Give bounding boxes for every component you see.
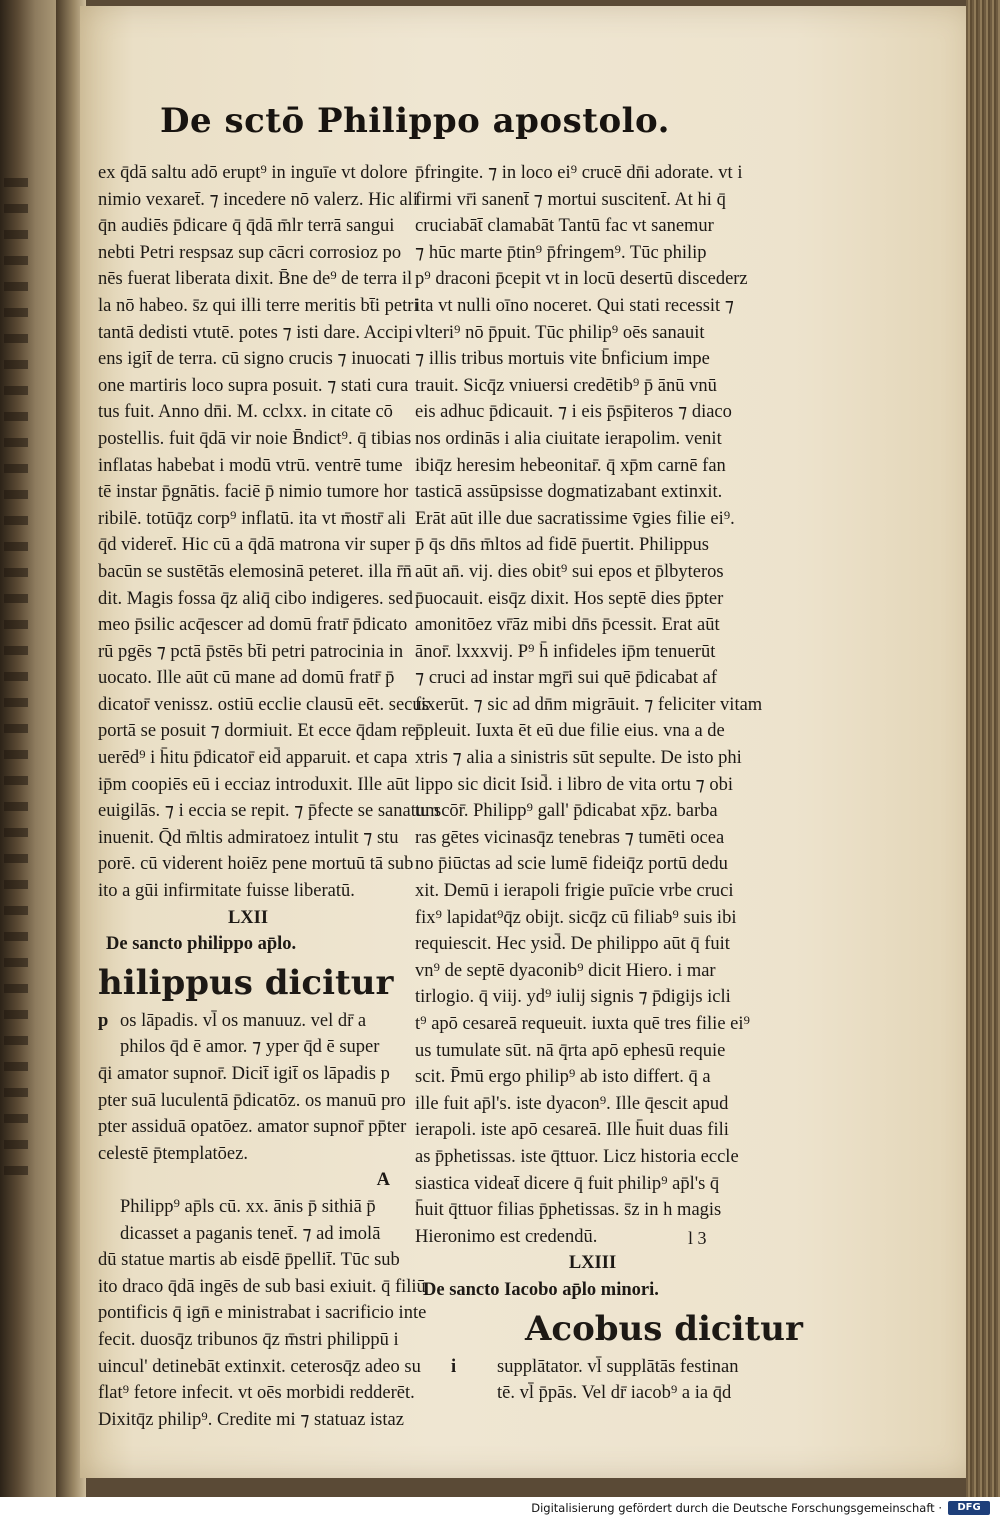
running-title: De sctō Philippo apostolo.	[160, 101, 670, 141]
text-line: philos q̄d ē amor. ⁊ yper q̄d ē super	[120, 1037, 380, 1058]
previous-page-edge	[0, 0, 64, 1497]
text-line: uincul' detinebāt extinxit. ceterosq̄z adeo su	[98, 1356, 421, 1377]
left-column-body	[98, 160, 440, 905]
text-line: h̄uit q̄ttuor filias p̄phetissas. s̄z in h magis	[415, 1200, 722, 1221]
previous-page-text-fragment	[4, 178, 28, 1178]
text-line: p̄pleuit. Iuxta ēt eū due filie eius. vna a de	[415, 721, 725, 742]
text-line: portā se posuit ⁊ dormiuit. Et ecce q̄dam re	[98, 721, 416, 742]
text-line: uerēd⁹ i h̄itu p̄dicator̄ eid̄ apparuit. et capa	[98, 748, 408, 769]
text-line: p̄uocauit. eisq̄z dixit. Hos septē dies p̄pter	[415, 588, 724, 609]
text-line: ānor̄. lxxxvij. P⁹ h̄ infideles ip̄m tenuerūt	[415, 641, 716, 662]
text-line: euigilās. ⁊ i eccia se repit. ⁊ p̄fecte se sanatum	[98, 801, 440, 822]
text-line: pter suā luculentā p̄dicatōz. os manuū pro	[98, 1090, 406, 1111]
text-line: ens igit̄ de terra. cū signo crucis ⁊ inuocati	[98, 349, 411, 370]
chapter-number: LXII	[227, 907, 269, 928]
text-line: nimio vexaret̄. ⁊ incedere nō valerz. Hic ali	[98, 189, 418, 210]
text-line: ⁊ hūc marte p̄tin⁹ p̄fringem⁹. Tūc philip	[415, 242, 707, 263]
text-line: firmi vr̄i sanent̄ ⁊ mortui suscitent̄. At hi q̄	[415, 189, 726, 210]
text-line: uocato. Ille aūt cū mane ad domū fratr̄ p̄	[98, 668, 395, 689]
page-fore-edge	[966, 0, 1000, 1497]
text-line: ito draco q̄dā ingēs de sub basi exiuit. q̄ filiū	[98, 1276, 426, 1297]
text-line: vlteri⁹ nō p̄puit. Tūc philip⁹ oēs sanauit	[415, 322, 705, 343]
chapter-display-heading: Acobus dicitur	[525, 1308, 803, 1349]
text-line: tē instar p̄gnātis. faciē p̄ nimio tumore hor	[98, 482, 409, 503]
text-line: Erāt aūt ille due sacratissime v̄gies filie ei⁹.	[415, 508, 735, 529]
chapter-heading: De sancto philippo ap̄lo.	[106, 934, 297, 955]
text-line: ille fuit ap̄l's. iste dyacon⁹. Ille q̄escit apud	[415, 1093, 729, 1114]
text-line: lippo sic dicit Isid̄. i libro de vita ortu ⁊ obi	[415, 774, 734, 795]
text-line: ⁊ cruci ad instar mgr̄i sui quē p̄dicabat af	[415, 668, 718, 689]
guide-letter: p	[98, 1010, 109, 1031]
text-line: ito a gūi infirmitate fuisse liberatū.	[98, 881, 355, 902]
text-line: tantā dedisti vtutē. potes ⁊ isti dare. Accipi	[98, 322, 413, 343]
text-line: porē. cū viderent hoiēz pene mortuū tā sub	[98, 854, 414, 875]
text-line: os lāpadis. vl̄ os manuuz. vel dr̄ a	[120, 1010, 367, 1031]
text-line: dicator̄ venissz. ostiū ecclie clausū eēt. secus	[98, 694, 429, 715]
right-text-column	[415, 160, 803, 1407]
text-line: us tumulate sūt. nā q̄rta apō ephesū requie	[415, 1040, 726, 1061]
text-line: tē. vl̄ p̄pās. Vel dr̄ iacob⁹ a ia q̄d	[497, 1383, 732, 1404]
text-line: as p̄phetissas. iste q̄ttuor. Licz historia eccle	[415, 1146, 739, 1167]
text-line: dū statue martis ab eisdē p̄pellit̄. Tūc sub	[98, 1250, 400, 1271]
text-line: vn⁹ de septē dyaconib⁹ dicit Hiero. i mar	[415, 960, 716, 981]
text-line: fix⁹ lapidat⁹q̄z obijt. sicq̄z cū filiab⁹ suis ibi	[415, 907, 737, 928]
chapter-heading: De sancto Iacobo ap̄lo minori.	[423, 1279, 659, 1300]
text-line: ⁊ illis tribus mortuis vite b̄nficium impe	[415, 349, 710, 370]
text-line: ras gētes vicinasq̄z tenebras ⁊ tumēti ocea	[415, 827, 725, 848]
signature-mark: l 3	[688, 1228, 707, 1248]
text-line: q̄d videret̄. Hic cū a q̄dā matrona vir super	[98, 535, 410, 556]
text-line: Philipp⁹ ap̄ls cū. xx. ānis p̄ sithiā p̄	[120, 1196, 376, 1217]
text-line: xtris ⁊ alia a sinistris sūt sepulte. De isto phi	[415, 748, 742, 769]
text-line: ex q̄dā saltu adō erupt⁹ in inguīe vt dolore	[98, 163, 408, 183]
text-line: tasticā assūpsisse dogmatizabant extinxit.	[415, 482, 723, 503]
text-line: siastica videat̄ dicere q̄ fuit philip⁹ ap̄l's q̄	[415, 1173, 720, 1194]
text-line: bacūn se sustētās elemosinā peteret. illa r̄n̄	[98, 561, 412, 582]
text-line: supplātator. vl̄ supplātās festinan	[497, 1356, 739, 1377]
text-line: p̄fringite. ⁊ in loco ei⁹ crucē dn̄i adorate. vt i	[415, 163, 743, 183]
text-line: q̄i amator supnor̄. Dicit̄ igit̄ os lāpadis p	[98, 1064, 390, 1084]
digitization-footer	[0, 1497, 1000, 1519]
text-line: dicasset a paganis tenet̄. ⁊ ad imolā	[120, 1223, 381, 1244]
text-line: aūt an̄. vij. dies obit⁹ sui epos et p̄lbyteros	[415, 561, 724, 582]
text-line: tu scōr̄. Philipp⁹ gall' p̄dicabat xp̄z. barba	[415, 801, 718, 822]
text-line: Dixitq̄z philip⁹. Credite mi ⁊ statuaz istaz	[98, 1409, 404, 1430]
text-line: Hieronimo est credendū.	[415, 1226, 598, 1247]
guide-letter: i	[451, 1356, 457, 1377]
text-line: tus fuit. Anno dn̄i. M. cclxx. in citate cō	[98, 402, 393, 423]
dfg-logo: DFG	[948, 1501, 990, 1515]
text-line: xit. Demū i ierapoli frigie puīcie vrbe cruci	[415, 881, 734, 902]
text-line: nos ordinās i alia ciuitate ierapolim. venit	[415, 428, 722, 449]
text-line: p̄ q̄s dn̄s m̄ltos ad fidē p̄uertit. Philippus	[415, 535, 709, 556]
text-line: nēs fuerat liberata dixit. B̄ne de⁹ de terra il	[98, 269, 413, 290]
text-line: ip̄m coopiēs eū i ecciaz introduxit. Ille aūt	[98, 774, 410, 795]
text-line: eis adhuc p̄dicauit. ⁊ i eis p̄sp̄iteros ⁊ diaco	[415, 402, 732, 423]
text-line: meo p̄silic acq̄escer ad domū fratr̄ p̄dicato	[98, 615, 408, 636]
text-line: tirlogio. q̄ viij. yd⁹ iulij signis ⁊ p̄digijs icli	[415, 987, 731, 1008]
text-line: pontificis q̄ ign̄ e ministrabat i sacrificio inte	[98, 1303, 427, 1324]
text-line: celestē p̄templatōez.	[98, 1143, 248, 1164]
text-line: la nō habeo. s̄z qui illi terre meritis bt̄i petri	[98, 295, 419, 316]
text-line: fixerūt. ⁊ sic ad dn̄m migrāuit. ⁊ feliciter vitam	[415, 694, 763, 715]
text-line: flat⁹ fetore infecit. vt oēs morbidi redderēt.	[98, 1383, 415, 1404]
text-line: scit. P̄mū ergo philip⁹ ab isto differt. q̄ a	[415, 1067, 711, 1088]
text-line: no p̄iūctas ad scie lumē fideiq̄z portū dedu	[415, 854, 728, 875]
text-line: ierapoli. iste apō cesareā. Ille h̄uit duas fili	[415, 1120, 729, 1141]
text-line: p⁹ draconi p̄cepit vt in locū desertū discederz	[415, 269, 748, 290]
text-line: postellis. fuit q̄dā vir noie B̄ndict⁹. q̄ tibias	[98, 428, 412, 449]
text-line: inuenit. Q̄d m̄ltis admiratoez intulit ⁊ stu	[98, 827, 399, 848]
text-line: requiescit. Hec ysid̄. De philippo aūt q̄ fuit	[415, 934, 730, 955]
text-line: inflatas habebat i modū vtrū. ventrē tume	[98, 455, 403, 476]
left-text-column	[98, 160, 440, 1433]
text-line: cruciabāt̄ clamabāt Tantū fac vt sanemur	[415, 216, 714, 237]
text-line: fecit. duosq̄z tribunos q̄z m̄stri philippū i	[98, 1329, 399, 1350]
text-line: nebti Petri respsaz sup cācri corrosioz po	[98, 242, 402, 263]
text-line: ribilē. totūq̄z corp⁹ inflatū. ita vt m̄ostr̄ ali	[98, 508, 407, 529]
text-line: amonitōez vr̄āz mibi dn̄s p̄cessit. Erat aūt	[415, 615, 720, 636]
text-line: rū pgēs ⁊ pctā p̄stēs bt̄i petri patrocinia in	[98, 641, 404, 662]
chapter-number: LXIII	[568, 1253, 617, 1274]
text-line: dit. Magis fossa q̄z aliq̄ cibo indigeres. sed	[98, 588, 413, 609]
text-line: ibiq̄z heresim hebeonitar̄. q̄ xp̄m carnē fan	[415, 455, 726, 476]
text-line: t⁹ apō cesareā requeuit. iuxta quē tres filie ei⁹	[415, 1014, 750, 1034]
text-line: q̄n audiēs p̄dicare q̄ q̄dā m̄lr terrā sangui	[98, 216, 395, 237]
chapter-display-heading: hilippus dicitur	[98, 962, 394, 1003]
text-line: trauit. Sicq̄z vniuersi credētib⁹ p̄ ānū vnū	[415, 375, 717, 396]
text-line: pter assiduā opatōez. amator supnor̄ pp̄ter	[98, 1117, 407, 1138]
text-line: ita vt nulli oīno noceret. Qui stati recessit ⁊	[415, 295, 734, 316]
text-line: one martiris loco supra posuit. ⁊ stati cura	[98, 375, 409, 396]
guide-letter: A	[376, 1170, 390, 1191]
funding-credit: Digitalisierung gefördert durch die Deutsche Forschungsgemeinschaft ·	[531, 1501, 942, 1515]
